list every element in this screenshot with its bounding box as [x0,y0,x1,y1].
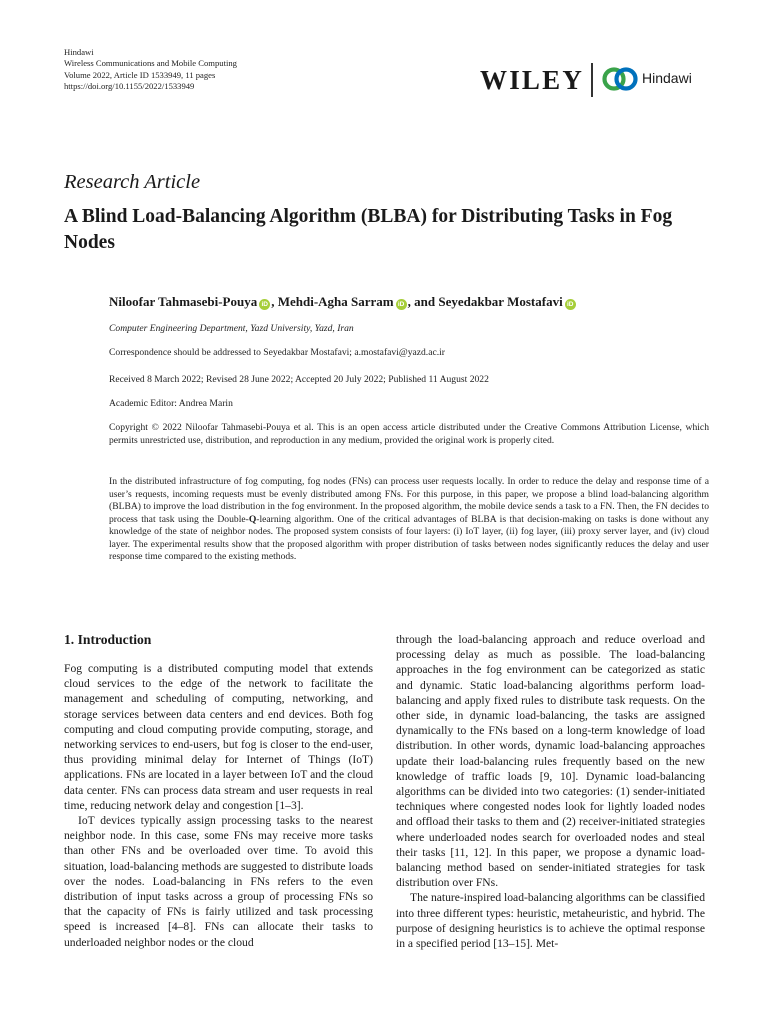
abstract [109,476,709,564]
author-name: Seyedakbar Mostafavi [438,294,563,309]
paragraph: The nature-inspired load-balancing algorithms can be classified into three different types: heuristic, metaheuristic, and hybrid. The purpose of designing heuristics is to achieve the optimal response in a specified period [13–15]. Met- [396,891,705,951]
journal-name: Wireless Communications and Mobile Computing [64,58,237,69]
section-heading: 1. Introduction [64,632,152,647]
correspondence: Correspondence should be addressed to Seyedakbar Mostafavi; a.mostafavi@yazd.ac.ir [109,347,445,358]
publication-dates: Received 8 March 2022; Revised 28 June 2022; Accepted 20 July 2022; Published 11 August 2022 [109,374,489,385]
abstract-text: In the distributed infrastructure of fog computing, fog nodes (FNs) can process user requests locally. In order to reduce the delay and response time of a user’s requests, incoming requests must be evenly distributed among FNs. For this purpose, in this paper, we propose a blind load-balancing algorithm (BLBA) to improve the load distribution in the fog environment. In the proposed algorithm, the mobile device sends a task to a FN. Then, the FN decides to process that task using the Double- [109,476,709,525]
author-separator: , [271,294,278,309]
orcid-icon[interactable]: iD [565,299,576,310]
publisher-logos [480,62,706,96]
paragraph: through the load-balancing approach and reduce overload and processing delay as much as possible. The load-balancing approaches in the fog environment can be categorized as static and dynamic. Static load-balancing algorithms perform load-balancing and apply fixed rules to distribute task requests. On the other side, in dynamic load-balancing, the tasks are assigned dynamically to the FNs based on a long-term knowledge of load distribution. In other words, dynamic load-balancing approaches update their load-balancing rules frequently based on the new knowledge of traffic loads [9, 10]. Dynamic load-balancing algorithms can be divided into two categories: (1) sender-initiated techniques where congested nodes look for lightly loaded nodes and offload their tasks to them and (2) receiver-initiated strategies where underloaded nodes search for overloaded nodes and steal their tasks [11, 12]. In this paper, we propose a dynamic load-balancing method based on sender-initiated strategies for task distribution over FNs. [396,633,705,890]
copyright-notice: Copyright © 2022 Niloofar Tahmasebi-Pouya et al. This is an open access article distributed under the Creative Commons Attribution License, which permits unrestricted use, distribution, and reproduction in any medium, provided the original work is properly cited. [109,422,709,446]
abstract-text: -learning algorithm. One of the critical advantages of BLBA is that decision-making on tasks is done without any knowledge of the state of neighbor nodes. The proposed system consists of four layers: (i) IoT layer, (ii) fog layer, (iii) proxy server layer, and (iv) cloud layer. The experimental results show that the proposed algorithm with proper distribution of tasks between nodes significantly reduces the delay and user response time compared to the existing methods. [109,513,709,562]
journal-header [64,47,237,93]
orcid-icon[interactable]: iD [259,299,270,310]
author-list [109,294,577,310]
hindawi-logo-text: Hindawi [642,70,692,86]
author-name: Mehdi-Agha Sarram [277,294,394,309]
publisher-name: Hindawi [64,47,94,57]
academic-editor: Academic Editor: Andrea Marin [109,398,233,409]
abstract-emphasis: Q [248,513,257,525]
affiliation: Computer Engineering Department, Yazd University, Yazd, Iran [109,323,354,334]
paragraph: IoT devices typically assign processing tasks to the nearest neighbor node. In this case, some FNs may receive more tasks than other FNs and be overloaded over time. To avoid this situation, load-balancing methods are suggested to distribute loads over the nodes. Load-balancing in FNs refers to the even distribution of input tasks across a group of processing FNs so that the capacity of FNs is fairly utilized and task processing speed is increased [4–8]. FNs can allocate their tasks to underloaded neighbor nodes or the cloud [64,814,373,949]
wiley-logo: WILEY [480,65,585,95]
body-column-right [396,632,705,951]
paragraph: Fog computing is a distributed computing model that extends cloud services to the edge of the network to facilitate the management and scheduling of computing, networking, and storage services between data centers and end devices. Both fog computing and cloud computing provide computing, storage, and networking services to end-users, but fog is closer to the end-user, thus providing minimal delay for Internet of Things (IoT) applications. FNs are located in a layer between IoT and the cloud data center. FNs can process data stream and user requests in real time, reducing network delay and congestion [1–3]. [64,662,373,812]
doi-link[interactable]: https://doi.org/10.1155/2022/1533949 [64,81,195,92]
logo-divider [591,63,593,97]
hindawi-rings-icon [601,66,639,92]
article-type: Research Article [64,171,201,193]
volume-line: Volume 2022, Article ID 1533949, 11 pages [64,69,216,80]
orcid-icon[interactable]: iD [396,299,407,310]
body-column-left [64,661,373,950]
author-name: Niloofar Tahmasebi-Pouya [109,294,258,309]
author-separator: , and [407,294,439,309]
article-title: A Blind Load-Balancing Algorithm (BLBA) for Distributing Tasks in Fog Nodes [64,206,673,253]
